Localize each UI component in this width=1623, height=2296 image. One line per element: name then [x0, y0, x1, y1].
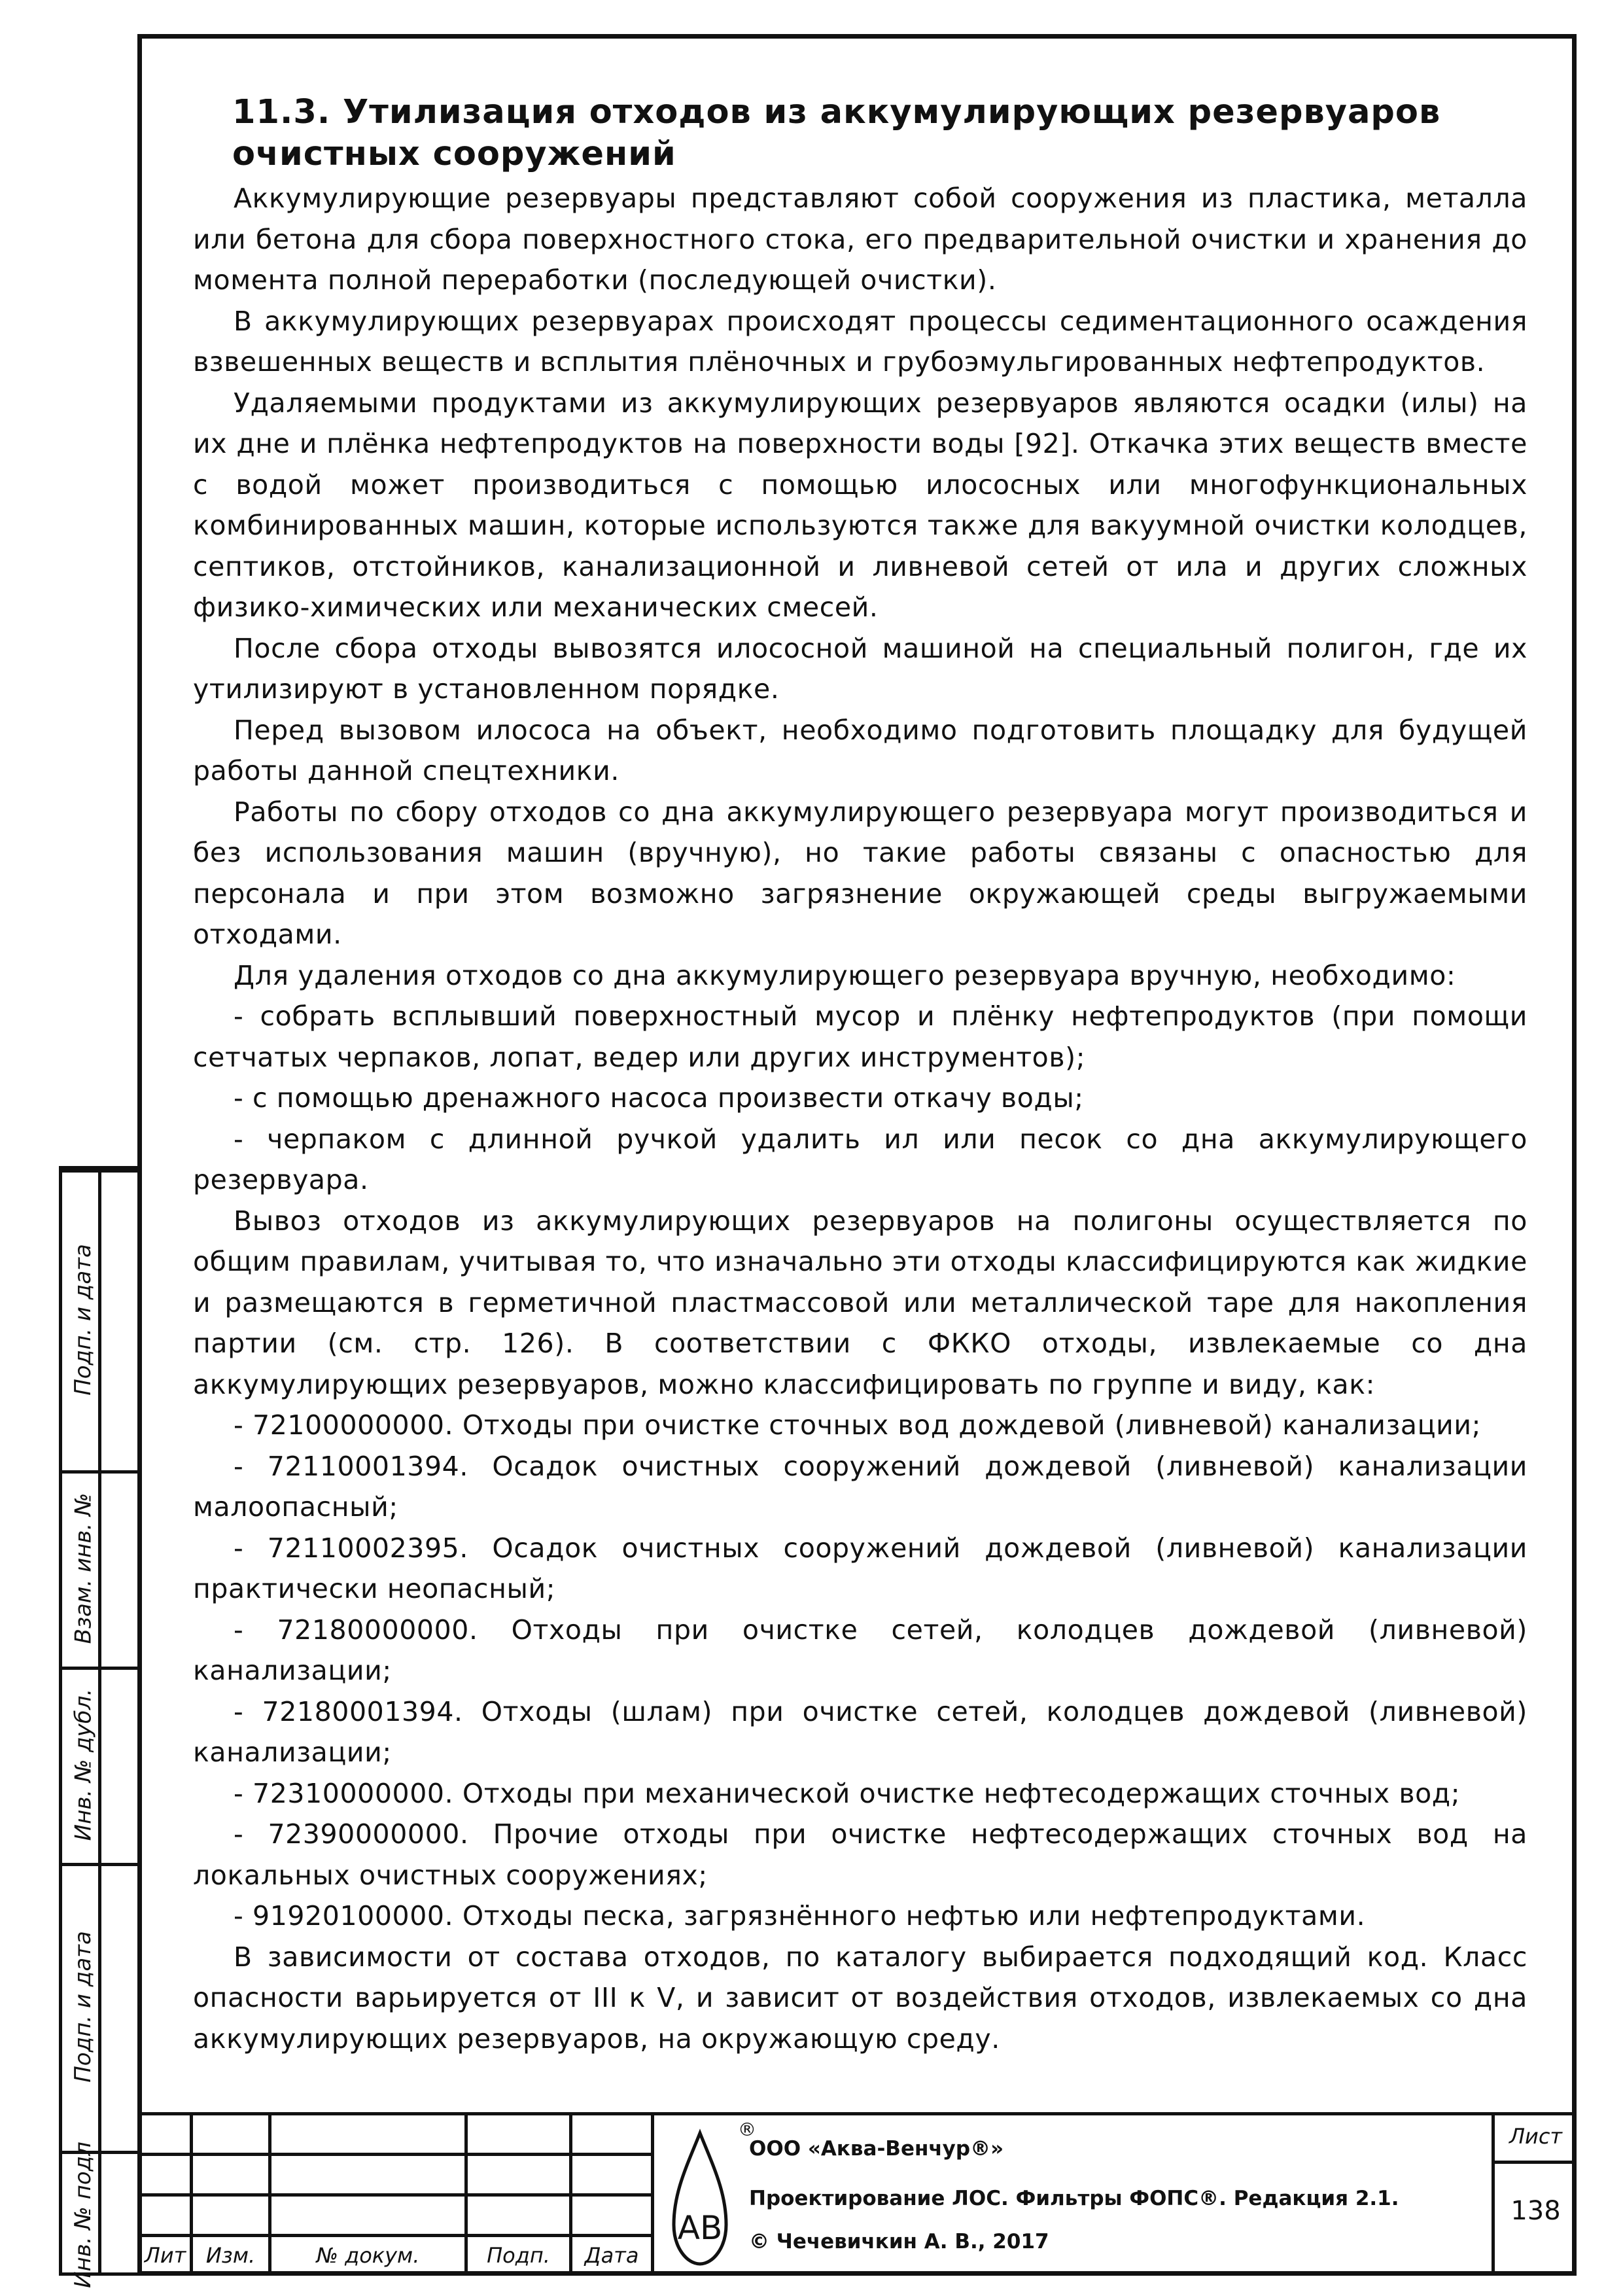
- manual-step-item: - собрать всплывший поверхностный мусор и плёнку нефтепродуктов (при помощи сетчатых черпаков, лопат, ведер или других инструментов);: [193, 1000, 1527, 1073]
- closing-paragraph: В зависимости от состава отходов, по каталогу выбирается подходящий код. Класс опасности варьируется от III к V, и зависит от воздействия отходов, извлекаемых со дна аккумулирующих резервуаров, на окружающую среду.: [193, 1941, 1527, 2055]
- company-logo-icon: [664, 2120, 736, 2270]
- side-label-text: Подп. и дата: [70, 1244, 97, 1396]
- side-label: [67, 1667, 99, 1863]
- fkko-code-item: - 72180000000. Отходы при очистке сетей, колодцев дождевой (ливневой) канализации;: [193, 1614, 1527, 1686]
- side-label-text: Подп. и дата: [70, 1931, 97, 2083]
- side-label: [67, 2142, 99, 2288]
- project-title: Проектирование ЛОС. Фильтры ФОПС®. Редакция 2.1.: [749, 2187, 1399, 2210]
- company-name: ООО «Аква-Венчур®»: [749, 2137, 1004, 2161]
- col-label-date: Дата: [584, 2243, 639, 2268]
- fkko-code-item: - 72110002395. Осадок очистных сооружений дождевой (ливневой) канализации практически неопасный;: [193, 1532, 1527, 1604]
- paragraph: Удаляемыми продуктами из аккумулирующих резервуаров являются осадки (илы) на их дне и плёнка нефтепродуктов на поверхности воды [92]. Откачка этих веществ вместе с водой может производиться с помощью илососных или многофункциональных комбинированных машин, которые используются также для вакуумной очистки колодцев, септиков, отстойников, канализационной и ливневой сетей от ила и других сложных физико-химических или механических смесей.: [193, 387, 1527, 623]
- logo-letters: АВ: [677, 2209, 723, 2247]
- fkko-code-item: - 72110001394. Осадок очистных сооружений дождевой (ливневой) канализации малоопасный;: [193, 1450, 1527, 1523]
- side-label-text: Взам. инв. №: [70, 1492, 97, 1644]
- title-block-row-line: [137, 2234, 651, 2237]
- paragraph: Работы по сбору отходов со дна аккумулирующего резервуара могут производиться и без использования машин (вручную), но такие работы связаны с опасностью для персонала и при этом возможно загрязнение окружающей среды выгружаемыми отходами.: [193, 796, 1527, 950]
- fkko-code-item: - 91920100000. Отходы песка, загрязнённого нефтью или нефтепродуктами.: [234, 1900, 1366, 1932]
- side-label-text: Инв. № дубл.: [70, 1688, 96, 1841]
- removal-paragraph: Вывоз отходов из аккумулирующих резервуаров на полигоны осуществляется по общим правилам, учитывая то, что изначально эти отходы классифицируются как жидкие и размещаются в герметичной пластмассовой или металлической таре для накопления партии (см. стр. 126). В соответствии с ФККО отходы, извлекаемые со дна аккумулирующих резервуаров, можно классифицировать по группе и виду, как:: [193, 1205, 1527, 1400]
- title-block-col-line: [651, 2112, 654, 2276]
- paragraph: Аккумулирующие резервуары представляют собой сооружения из пластика, металла или бетона для сбора поверхностного стока, его предварительной очистки и хранения до момента полной переработки (последующей очистки).: [193, 183, 1527, 296]
- fkko-code-item: - 72100000000. Отходы при очистке сточных вод дождевой (ливневой) канализации;: [234, 1409, 1482, 1441]
- title-block-top-line: [137, 2112, 1577, 2115]
- logo-registered-mark: ®: [738, 2119, 756, 2140]
- title-block-row-line: [137, 2153, 651, 2156]
- col-label-lit: Лит: [144, 2243, 186, 2268]
- col-label-izm: Изм.: [205, 2243, 256, 2268]
- copyright-text: © Чечевичкин А. В., 2017: [749, 2230, 1049, 2253]
- paragraph: В аккумулирующих резервуарах происходят процессы седиментационного осаждения взвешенных веществ и всплытия плёночных и грубоэмульгированных нефтепродуктов.: [193, 305, 1527, 378]
- sheet-label: Лист: [1509, 2124, 1563, 2149]
- manual-step-item: - с помощью дренажного насоса произвести откачу воды;: [234, 1082, 1084, 1114]
- document-body: [193, 92, 1527, 2059]
- paragraph: Для удаления отходов со дна аккумулирующего резервуара вручную, необходимо:: [234, 959, 1456, 991]
- title-block-sheet-line: [1492, 2161, 1577, 2164]
- side-label: [67, 1169, 99, 1470]
- title-block-row-line: [137, 2193, 651, 2197]
- manual-step-item: - черпаком с длинной ручкой удалить ил или песок со дна аккумулирующего резервуара.: [193, 1123, 1527, 1195]
- side-label: [67, 1470, 99, 1667]
- title-block: [137, 2112, 1577, 2276]
- section-heading: 11.3. Утилизация отходов из аккумулирующих резервуаров очистных сооружений: [232, 93, 1441, 173]
- paragraph: После сбора отходы вывозятся илососной машиной на специальный полигон, где их утилизируют в установленном порядке.: [193, 632, 1527, 705]
- fkko-code-item: - 72310000000. Отходы при механической очистке нефтесодержащих сточных вод;: [234, 1777, 1461, 1809]
- fkko-code-item: - 72390000000. Прочие отходы при очистке нефтесодержащих сточных вод на локальных очистных сооружениях;: [193, 1818, 1527, 1891]
- sheet-number: 138: [1510, 2196, 1561, 2226]
- fkko-code-item: - 72180001394. Отходы (шлам) при очистке сетей, колодцев дождевой (ливневой) канализации;: [193, 1695, 1527, 1768]
- col-label-sign: Подп.: [487, 2243, 550, 2268]
- col-label-doc-number: № докум.: [316, 2243, 420, 2268]
- side-label: [67, 1863, 99, 2151]
- side-label-text: Инв. № подл: [70, 2142, 97, 2288]
- paragraph: Перед вызовом илососа на объект, необходимо подготовить площадку для будущей работы данной спецтехники.: [193, 714, 1527, 786]
- side-stamp: [59, 1166, 137, 2288]
